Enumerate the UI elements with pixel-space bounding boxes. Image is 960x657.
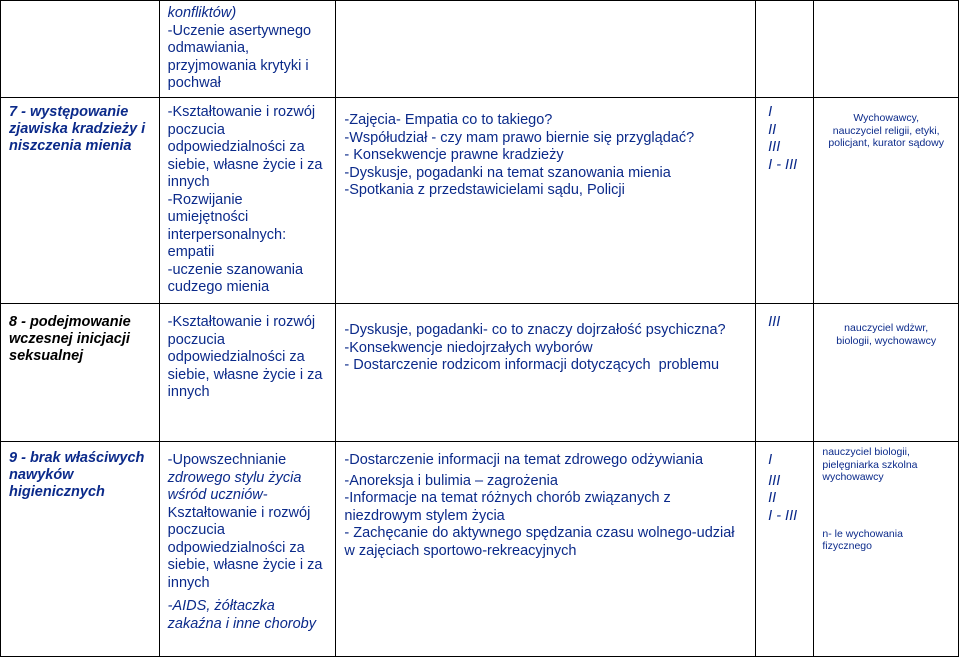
level-line: II bbox=[768, 121, 777, 138]
goal-line: -Kształtowanie i rozwój bbox=[167, 104, 316, 120]
problem-line: 7 - występowanie bbox=[9, 104, 129, 120]
level-line: I bbox=[768, 452, 773, 468]
action-line: -Dyskusje, pogadanki- co to znaczy dojrzałość psychiczna? bbox=[344, 322, 726, 338]
level-line: I - III bbox=[768, 156, 798, 173]
responsible-cell bbox=[814, 442, 959, 657]
goal-line: -Kształtowanie i rozwój bbox=[167, 314, 316, 330]
problem-line: wczesnej inicjacji bbox=[9, 331, 130, 347]
goal-line: konfliktów) bbox=[167, 5, 237, 21]
actions-cell bbox=[336, 1, 756, 98]
goal-line: -AIDS, żółtaczka bbox=[167, 598, 275, 614]
goal-line: odpowiedzialności za bbox=[167, 139, 305, 155]
problem-line: zjawiska kradzieży i bbox=[9, 121, 146, 137]
actions-cell bbox=[336, 98, 756, 304]
problem-line: seksualnej bbox=[9, 348, 84, 364]
goal-line: zakaźna i inne choroby bbox=[167, 615, 316, 632]
action-line: -Dostarczenie informacji na temat zdrowego odżywiania bbox=[344, 452, 704, 468]
actions-cell bbox=[336, 304, 756, 442]
goal-line: zdrowego stylu życia bbox=[167, 469, 302, 486]
goal-line: odpowiedzialności za bbox=[167, 349, 305, 365]
goal-line: siebie, własne życie i za bbox=[167, 366, 323, 383]
responsible-cell bbox=[814, 1, 959, 98]
table-row bbox=[1, 304, 959, 442]
responsible-cell bbox=[814, 304, 959, 442]
goal-line: empatii bbox=[167, 244, 215, 260]
action-line: niezdrowym stylem życia bbox=[344, 507, 505, 524]
goal-line: -Uczenie asertywnego bbox=[167, 22, 312, 39]
goal-line: siebie, własne życie i za bbox=[167, 557, 323, 573]
levels-cell bbox=[756, 1, 814, 98]
goals-cell bbox=[159, 304, 336, 442]
action-line: - Dostarczenie rodzicom informacji dotyczących problemu bbox=[344, 357, 720, 373]
action-line: -Anoreksja i bulimia – zagrożenia bbox=[344, 472, 558, 489]
goal-line: innych bbox=[167, 384, 210, 400]
action-line: -Konsekwencje niedojrzałych wyborów bbox=[344, 339, 593, 356]
action-line: -Informacje na temat różnych chorób związanych z bbox=[344, 490, 671, 506]
level-line: I bbox=[768, 104, 773, 120]
goal-line: innych bbox=[167, 174, 210, 190]
action-line: w zajęciach sportowo-rekreacyjnych bbox=[344, 542, 577, 559]
problem-line: higienicznych bbox=[9, 484, 105, 500]
action-line: -Zajęcia- Empatia co to takiego? bbox=[344, 112, 553, 128]
level-line: III bbox=[768, 472, 781, 489]
level-line: III bbox=[768, 314, 781, 330]
goals-cell bbox=[159, 98, 336, 304]
levels-cell bbox=[756, 442, 814, 657]
responsible-line: biologii, wychowawcy bbox=[836, 334, 937, 347]
goal-line: poczucia bbox=[167, 522, 225, 538]
responsible-line: pielęgniarka szkolna bbox=[822, 458, 918, 471]
responsible-line: fizycznego bbox=[822, 540, 872, 552]
problem-cell bbox=[1, 1, 160, 98]
problem-line: niszczenia mienia bbox=[9, 138, 132, 154]
goal-line: -Upowszechnianie bbox=[167, 452, 287, 468]
goals-cell bbox=[159, 1, 336, 98]
goal-line: interpersonalnych: bbox=[167, 226, 287, 243]
responsible-line: Wychowawcy, bbox=[853, 112, 919, 124]
goal-line: wśród uczniów- bbox=[167, 487, 268, 503]
responsible-line bbox=[822, 484, 954, 528]
responsible-line: policjant, kurator sądowy bbox=[828, 137, 944, 149]
level-line: III bbox=[768, 139, 781, 155]
goal-line: siebie, własne życie i za bbox=[167, 156, 323, 173]
table-row bbox=[1, 442, 959, 657]
goal-line: -Rozwijanie bbox=[167, 191, 243, 208]
problem-line: 9 - brak właściwych bbox=[9, 450, 145, 466]
problem-cell bbox=[1, 98, 160, 304]
goal-line: innych bbox=[167, 574, 210, 591]
problem-line: 8 - podejmowanie bbox=[9, 314, 131, 330]
action-line: -Dyskusje, pogadanki na temat szanowania mienia bbox=[344, 164, 671, 181]
goals-cell bbox=[159, 442, 336, 657]
goal-line: przyjmowania krytyki i bbox=[167, 57, 309, 74]
goal-line: poczucia bbox=[167, 331, 225, 348]
responsible-line: n- le wychowania bbox=[822, 527, 903, 540]
problem-cell bbox=[1, 442, 160, 657]
problem-line: nawyków bbox=[9, 467, 74, 483]
goal-line: Kształtowanie i rozwój bbox=[167, 504, 311, 521]
table-row bbox=[1, 1, 959, 98]
goal-line: pochwał bbox=[167, 75, 221, 91]
goal-line: -uczenie szanowania bbox=[167, 261, 304, 278]
responsible-cell bbox=[814, 98, 959, 304]
problem-cell bbox=[1, 304, 160, 442]
action-line: - Konsekwencje prawne kradzieży bbox=[344, 147, 564, 163]
responsible-line: wychowawcy bbox=[822, 471, 884, 483]
goal-line: poczucia bbox=[167, 121, 225, 138]
goal-line: odpowiedzialności za bbox=[167, 539, 305, 556]
actions-cell bbox=[336, 442, 756, 657]
action-line: - Zachęcanie do aktywnego spędzania czasu wolnego-udział bbox=[344, 525, 735, 541]
table-row bbox=[1, 98, 959, 304]
responsible-line: nauczyciel biologii, bbox=[822, 446, 910, 458]
levels-cell bbox=[756, 98, 814, 304]
responsible-line: nauczyciel religii, etyki, bbox=[832, 124, 940, 137]
levels-cell bbox=[756, 304, 814, 442]
responsible-line: nauczyciel wdżwr, bbox=[844, 322, 929, 334]
action-line: -Spotkania z przedstawicielami sądu, Policji bbox=[344, 182, 625, 198]
action-line: -Współudział - czy mam prawo biernie się przyglądać? bbox=[344, 129, 695, 146]
goal-line: odmawiania, bbox=[167, 40, 250, 56]
goal-line: umiejętności bbox=[167, 209, 249, 225]
goal-line: cudzego mienia bbox=[167, 279, 270, 295]
level-line: I - III bbox=[768, 507, 798, 524]
level-line: II bbox=[768, 490, 777, 506]
